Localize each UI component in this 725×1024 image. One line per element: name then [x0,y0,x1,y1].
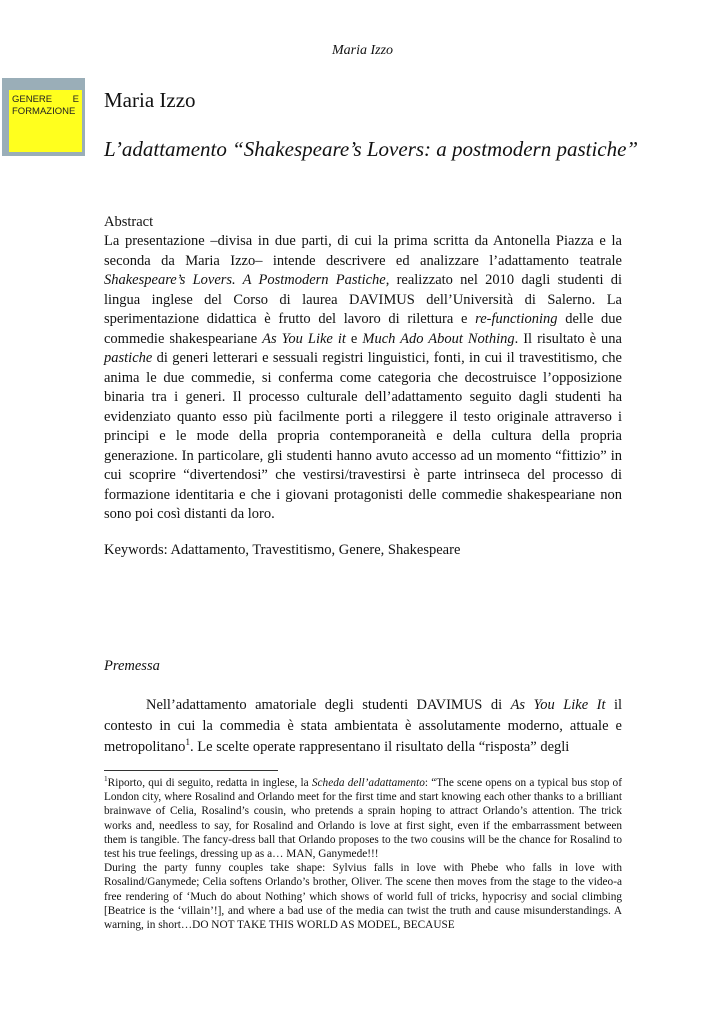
article-author: Maria Izzo [104,88,196,112]
running-head: Maria Izzo [331,43,394,58]
keywords: Keywords: Adattamento, Travestitismo, Genere, Shakespeare [104,542,461,558]
footnote [104,776,622,932]
footnote-para-2: During the party funny couples take shape: Sylvius falls in love with Phebe who falls in love with Rosalind/Ganymede; Celia softens Orlando’s brother, Oliver. The scene then moves from the stage to the video-a free rendering of ‘Much do about Nothing’ which shows of world full of tricks, hypocrisy and social climbing [Beatrice is the ‘villain’!], and where a bad use of the media can twist the truth and cause misunderstandings. A warning, in short…DO NOT TAKE THIS WORLD AS MODEL, BECAUSE [104,862,622,932]
footnote-mark: 1 [104,774,108,784]
footnote-rule [104,770,278,771]
section-heading: Premessa [104,658,160,674]
footnote-ref[interactable]: 1 [185,738,191,749]
article-title: L’adattamento “Shakespeare’s Lovers: a postmodern pastiche” [104,137,639,161]
abstract-label: Abstract [104,214,154,230]
intro-paragraph: Nell’adattamento amatoriale degli studenti DAVIMUS di As You Like It il contesto in cui la commedia è stata ambientata è assolutamente moderno, attuale e metropolitano$^1$. Le scelte operate rappresentano il risultato della “risposta” degli [104,697,622,755]
footnote-para-1: $^1$Riporto, qui di seguito, redatta in inglese, la Scheda dell’adattamento: “The scene opens on a typical bus stop of London city, where Rosalind and Orlando meet for the first time and start knowing each other thanks to a brilliant brainwave of Celia, Rosalind’s cousin, who pretends a sprain hoping to attract Orlando’s attention. The trick works and, needless to say, for Rosalind and Orlando is love at first sight, even if the embarrassment between them is tangible. The fancy-dress ball that Orlando proposes to the two cousins will be the chance for Rosalind to test his true feelings, dressing up as a… MAN, Ganymede!!! [104,774,622,861]
genre-badge: GENERE E FORMAZIONE [9,90,82,152]
abstract-text: La presentazione –divisa in due parti, di cui la prima scritta da Antonella Piazza e la seconda da Maria Izzo– intende descrivere ed analizzare l’adattamento teatrale Shakespeare’s Lovers. A Postmodern Pastiche, realizzato nel 2010 dagli studenti di lingua inglese del Corso di laurea DAVIMUS dell’Università di Salerno. La sperimentazione didattica è frutto del lavoro di rilettura e re-functioning delle due commedie shakespeariane As You Like it e Much Ado About Nothing. Il risultato è una pastiche di generi letterari e sessuali registri linguistici, fonti, in cui il travestitismo, che anima le due commedie, si conferma come categoria che decostruisce l’opposizione binaria tra i generi. Il processo culturale dell’adattamento seguito dagli studenti ha evidenziato quanto esso più facilmente porti a rileggere il testo originale attraverso i principi e le mode della propria contemporaneità e della cultura della propria generazione. In particolare, gli studenti hanno avuto accesso ad un momento “fittizio” in cui scoprire “divertendosi” che vestirsi/travestirsi è parte intrinseca del processo di formazione identitaria e che i giovani protagonisti delle commedie shakespeariane non sono poi così distanti da loro. [104,233,622,522]
